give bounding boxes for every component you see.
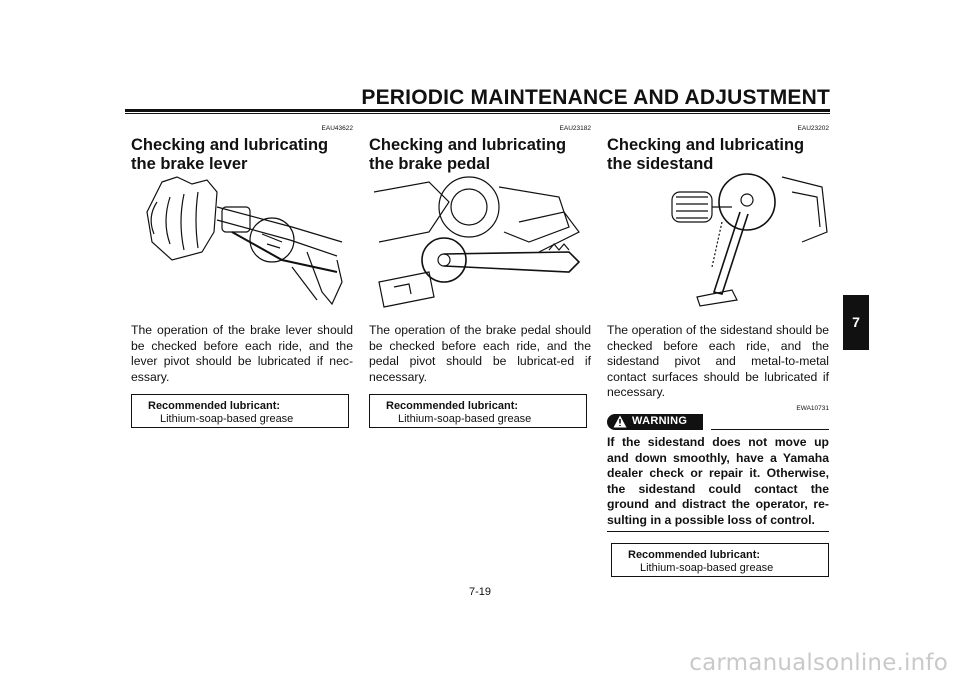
section-title: Checking and lubricating the sidestand xyxy=(607,136,805,173)
page-number: 7-19 xyxy=(468,586,492,598)
section-brake-lever xyxy=(131,124,353,174)
section-code: EAU43622 xyxy=(321,125,353,132)
body-text: The operation of the brake lever should be checked before each ride, and the lever pivot should be lubricated if nec-essary. xyxy=(131,323,353,384)
lubricant-value: Lithium-soap-based grease xyxy=(398,413,532,425)
section-code: EAU23202 xyxy=(797,125,829,132)
header-rule xyxy=(125,109,830,112)
brake-lever-illustration xyxy=(132,172,352,312)
warning-end-rule xyxy=(607,531,829,532)
section-brake-pedal xyxy=(369,124,591,174)
section-title: Checking and lubricating the brake lever xyxy=(131,136,329,173)
lubricant-box xyxy=(131,394,349,428)
warning-header xyxy=(607,405,829,430)
warning-text: If the sidestand does not move up and down smoothly, have a Yamaha dealer check or repair it. Otherwise, the sidestand could contact the ground and distract the operator, re-sulting in a possible loss of control. xyxy=(607,435,829,527)
section-title: Checking and lubricating the brake pedal xyxy=(369,136,567,173)
warning-code: EWA10731 xyxy=(796,405,829,412)
body-text: The operation of the sidestand should be checked before each ride, and the sidestand pivot and metal-to-metal contact surfaces should be lubricated if necessary. xyxy=(607,323,829,399)
warning-rule xyxy=(711,429,829,430)
header-rule-thin xyxy=(125,113,830,114)
section-sidestand xyxy=(607,124,829,174)
section-code: EAU23182 xyxy=(559,125,591,132)
body-text: The operation of the brake pedal should be checked before each ride, and the pedal pivot should be lubricat-ed if necessary. xyxy=(369,323,591,384)
lubricant-box xyxy=(611,543,829,577)
warning-badge xyxy=(607,414,703,430)
lubricant-label: Recommended lubricant: xyxy=(148,400,281,412)
sidestand-illustration xyxy=(652,172,830,312)
lubricant-label: Recommended lubricant: xyxy=(628,549,761,561)
lubricant-box xyxy=(369,394,587,428)
page-title: PERIODIC MAINTENANCE AND ADJUSTMENT xyxy=(361,86,830,109)
lubricant-value: Lithium-soap-based grease xyxy=(160,413,294,425)
warning-label: WARNING xyxy=(632,415,688,427)
lubricant-label: Recommended lubricant: xyxy=(386,400,519,412)
lubricant-value: Lithium-soap-based grease xyxy=(640,562,774,574)
warning-triangle-icon xyxy=(613,415,627,431)
brake-pedal-illustration xyxy=(369,172,589,312)
chapter-tab: 7 xyxy=(843,295,869,350)
watermark: carmanualsonline.info xyxy=(689,650,948,676)
